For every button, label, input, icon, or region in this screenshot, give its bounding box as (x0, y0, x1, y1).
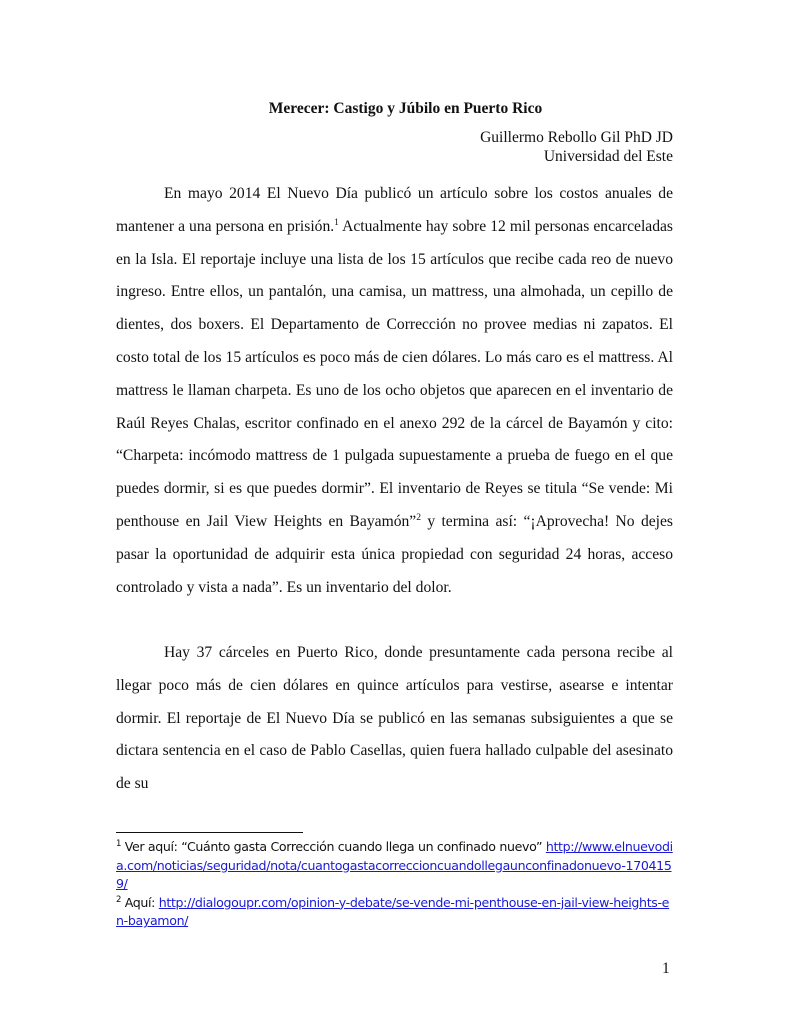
footnote-1-text: Ver aquí: “Cuánto gasta Corrección cuando llega un confinado nuevo” (121, 839, 546, 854)
paragraph-2: Hay 37 cárceles en Puerto Rico, donde presuntamente cada persona recibe al llegar poco más de cien dólares en quince artículos para vestirse, asearse e intentar dormir. El reportaje de El Nuevo Día se publicó en las semanas subsiguientes a que se dictara sentencia en el caso de Pablo Casellas, quien fuera hallado culpable del asesinato de su (116, 644, 673, 793)
footnote-ref-1[interactable]: 1 (334, 217, 339, 228)
footnote-2-link[interactable]: http://dialogoupr.com/opinion-y-debate/se-vende-mi-penthouse-en-jail-view-heights-en-bayamon/ (116, 894, 670, 929)
author-name: Guillermo Rebollo Gil PhD JD (480, 129, 673, 146)
footnote-2 (116, 894, 676, 931)
document-title: Merecer: Castigo y Júbilo en Puerto Rico (268, 100, 543, 117)
body-paragraph-1 (116, 178, 673, 604)
footnotes (116, 838, 676, 931)
author-block (480, 128, 673, 166)
paragraph-1-part-1: En mayo 2014 El Nuevo Día publicó un artículo sobre los costos anuales de mantener a una persona en prisión. (116, 185, 673, 235)
paragraph-1-part-3: y termina así: “¡Aprovecha! No dejes pasar la oportunidad de adquirir esta única propiedad con seguridad 24 horas, acceso controlado y vista a nada”. Es un inventario del dolor. (116, 512, 673, 596)
footnote-separator (116, 832, 303, 833)
author-affiliation: Universidad del Este (543, 148, 673, 165)
footnote-2-text: Aquí: (121, 894, 159, 910)
footnote-1-link[interactable]: http://www.elnuevodia.com/noticias/seguridad/nota/cuantogastacorreccioncuandollegaunconfinadonuevo-1704159/ (116, 839, 673, 892)
footnote-2-number: 2 (116, 894, 122, 905)
paragraph-1-part-2: Actualmente hay sobre 12 mil personas encarceladas en la Isla. El reportaje incluye una lista de los 15 artículos que recibe cada reo de nuevo ingreso. Entre ellos, un pantalón, una camisa, un mattress, una almohada, un cepillo de dientes, dos boxers. El Departamento de Corrección no provee medias ni zapatos. El costo total de los 15 artículos es poco más de cien dólares. Lo más caro es el mattress. Al mattress le llaman charpeta. Es uno de los ocho objetos que aparecen en el inventario de Raúl Reyes Chalas, escritor confinado en el anexo 292 de la cárcel de Bayamón y cito: “Charpeta: incómodo mattress de 1 pulgada supuestamente a prueba de fuego en el que puedes dormir, si es que puedes dormir”. El inventario de Reyes se titula “Se vende: Mi penthouse en Jail View Heights en Bayamón” (116, 217, 673, 530)
footnote-ref-2[interactable]: 2 (416, 512, 421, 523)
body-paragraph-2 (116, 637, 673, 801)
footnote-1-number: 1 (116, 839, 122, 849)
page-number: 1 (662, 960, 670, 977)
footnote-1 (116, 838, 676, 894)
paragraph-1 (116, 178, 673, 604)
